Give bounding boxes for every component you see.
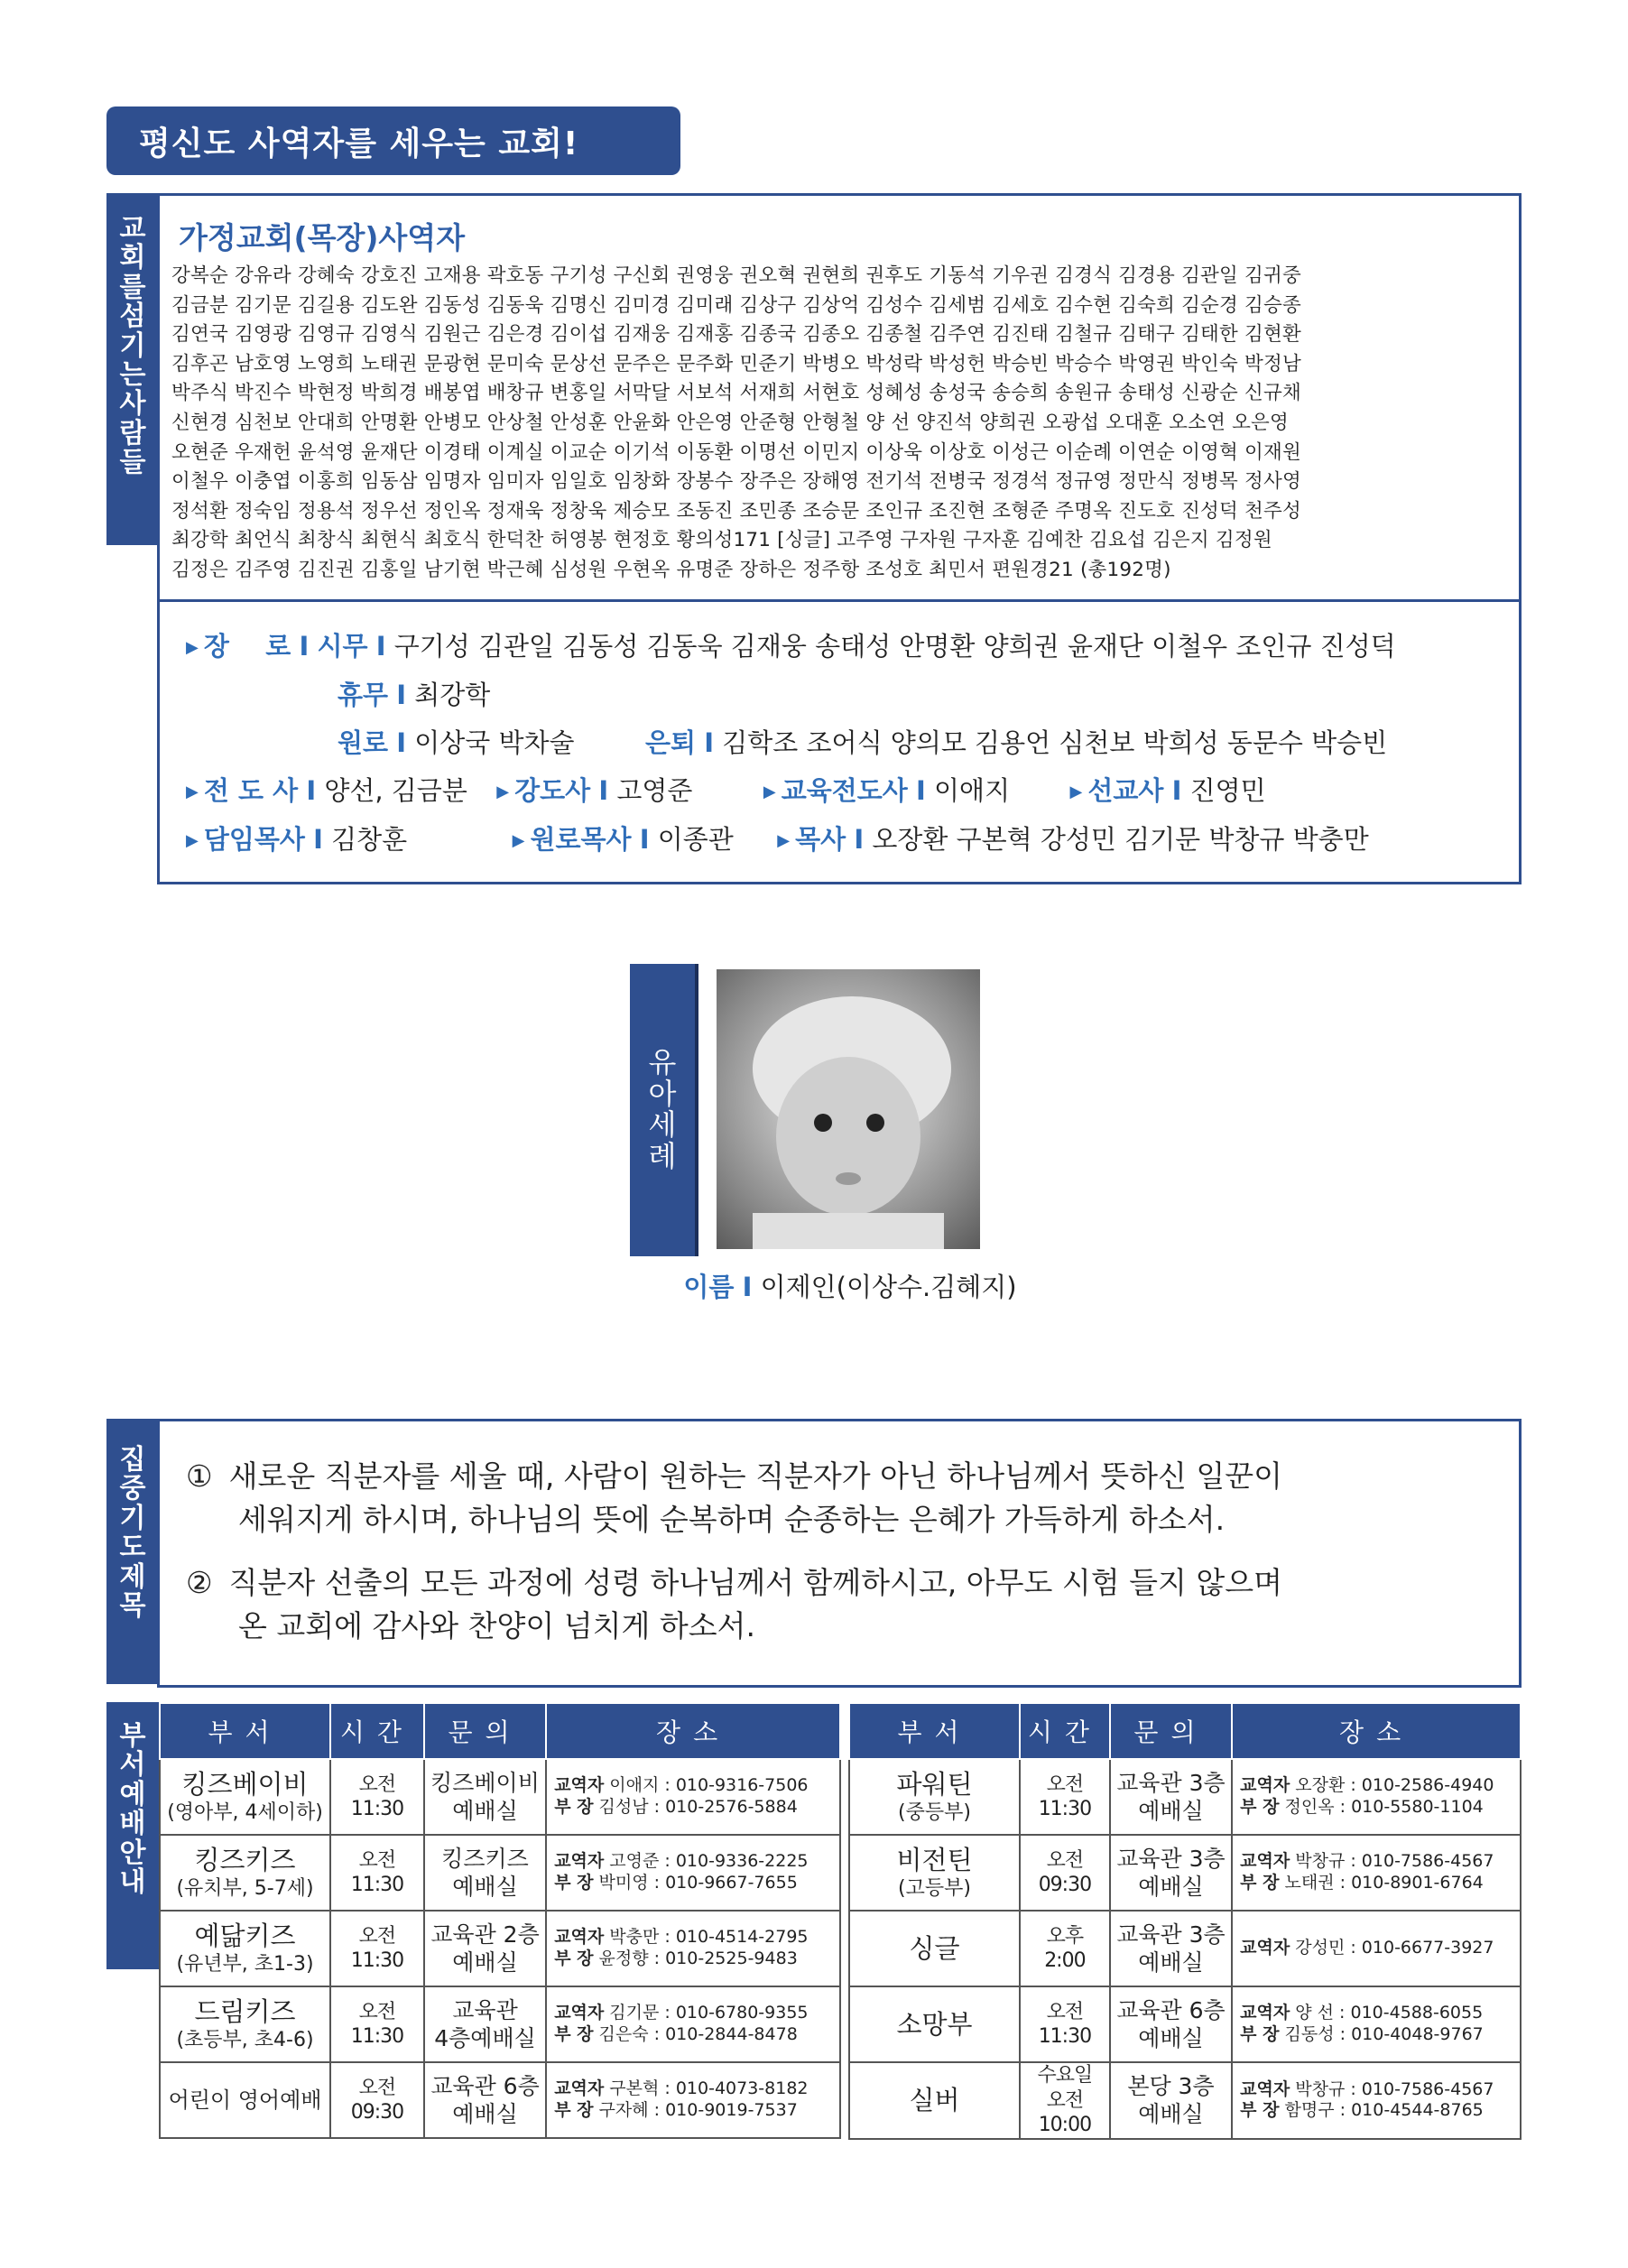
senior-pastor-label: 담임목사 [203, 824, 305, 855]
schedule-section-label [106, 1702, 159, 1969]
label-char: 람 [119, 417, 146, 449]
contact-line [1240, 2003, 1517, 2024]
contact-role: 부 장 [554, 2024, 594, 2044]
contact-line [1240, 2079, 1517, 2101]
serving-label: 시무 [317, 631, 368, 662]
page-banner: 평신도 사역자를 세우는 교회! [106, 106, 680, 175]
contact-info: 김성남 : 010-2576-5884 [593, 1797, 798, 1817]
contact-line [554, 1797, 837, 1819]
dept-name: 킹즈베이비 [181, 1769, 309, 1801]
prayer-line: 세워지게 하시며, 하나님의 뜻에 순복하며 순종하는 은혜가 가득하게 하소서. [238, 1502, 1226, 1537]
name-line: 최강학 최언식 최창식 최현식 최호식 한덕찬 허영봉 현정호 황의성171 [싱글] 고주영 구자원 구자훈 김예찬 김요섭 김은지 김정원 [171, 529, 1272, 552]
baptism-section-label [630, 964, 698, 1256]
pastor-label: 목사 [795, 824, 846, 855]
place-line: 교육관 2층 [430, 1921, 540, 1948]
time-cell [1020, 1911, 1110, 1986]
place-line: 교육관 6층 [430, 2072, 540, 2099]
column-header: 문의 [1110, 1703, 1232, 1759]
time-text: 오전 11:30 [350, 1773, 404, 1820]
sep: I [1171, 775, 1182, 806]
time-text: 오전 11:30 [1038, 2000, 1092, 2048]
table-row [160, 1759, 840, 1835]
column-header: 부서 [160, 1703, 330, 1759]
contact-role: 부 장 [1240, 2024, 1280, 2044]
place-line: 교육관 [452, 1996, 518, 2023]
time-cell [330, 1835, 424, 1911]
baptism-name-label: 이름 [683, 1272, 735, 1302]
missionary-label: 선교사 [1087, 775, 1164, 806]
time-cell [1020, 1986, 1110, 2062]
baptism-name [670, 1267, 1031, 1304]
column-header: 시간 [330, 1703, 424, 1759]
contact-line [554, 1851, 837, 1873]
contact-line [554, 1775, 837, 1797]
lecturer-label: 강도사 [514, 775, 591, 806]
triangle-bullet-icon: ▶ [777, 831, 791, 850]
label-char: 섬 [119, 301, 146, 333]
contact-info: 정인옥 : 010-5580-1104 [1279, 1797, 1484, 1817]
triangle-bullet-icon: ▶ [186, 831, 199, 850]
contact-info: 김동성 : 010-4048-9767 [1279, 2024, 1484, 2044]
place-line: 예배실 [1138, 1798, 1204, 1824]
contact-cell [1232, 2062, 1521, 2139]
contact-line [1240, 1851, 1517, 1873]
dept-name: 소망부 [896, 2008, 973, 2040]
place-cell [424, 2062, 546, 2138]
contact-line [1240, 2100, 1517, 2122]
pastor-row [186, 816, 1512, 865]
triangle-bullet-icon: ▶ [496, 782, 510, 801]
table-row [849, 1911, 1521, 1986]
place-cell [1110, 1759, 1232, 1835]
dept-sub: (초등부, 초4-6) [176, 2029, 314, 2052]
prayer-list [186, 1455, 1503, 1648]
table-row [160, 1835, 840, 1911]
dept-sub: (유년부, 초1-3) [176, 1953, 314, 1976]
dept-name: 실버 [909, 2085, 960, 2116]
prayer-item [186, 1561, 1503, 1648]
place-line: 킹즈베이비 [430, 1769, 540, 1796]
label-char: 중 [119, 1473, 146, 1505]
sep: I [639, 824, 650, 855]
contact-role: 부 장 [1240, 2100, 1280, 2121]
serving-elders: 구기성 김관일 김동성 김동욱 김재웅 송태성 안명환 양희권 윤재단 이철우 조인규 진성덕 [393, 631, 1396, 662]
contact-cell [546, 1986, 840, 2062]
dept-cell [160, 1911, 330, 1986]
column-header: 문의 [424, 1703, 546, 1759]
label-char: 례 [648, 1138, 677, 1173]
place-cell [1110, 1986, 1232, 2062]
contact-info: 박창규 : 010-7586-4567 [1290, 1851, 1494, 1872]
name-line: 강복순 강유라 강혜숙 강호진 고재용 곽호동 구기성 구신회 권영웅 권오혁 권현희 권후도 기동석 기우권 김경식 김경용 김관일 김귀중 [171, 264, 1301, 287]
dept-cell [160, 2062, 330, 2138]
label-char: 유 [648, 1045, 677, 1079]
small-group-title: 가정교회(목장)사역자 [179, 220, 466, 255]
contact-role: 교역자 [554, 2003, 605, 2023]
place-line: 예배실 [1138, 2101, 1204, 2128]
place-line: 예배실 [1138, 1949, 1204, 1976]
name-line: 김금분 김기문 김길용 김도완 김동성 김동욱 김명신 김미경 김미래 김상구 김상억 김성수 김세범 김세호 김수현 김숙희 김순경 김승종 [171, 293, 1301, 317]
contact-cell [546, 2062, 840, 2138]
contact-line [554, 1949, 837, 1970]
contact-role: 교역자 [1240, 1775, 1290, 1796]
prayer-item [186, 1455, 1503, 1541]
contact-role: 부 장 [554, 2100, 594, 2120]
time-text: 오전 11:30 [1038, 1773, 1092, 1820]
contact-cell [546, 1911, 840, 1986]
small-group-names [171, 262, 1512, 586]
place-line: 교육관 3층 [1116, 1921, 1226, 1948]
retired-elders: 김학조 조어식 양의모 김용언 심천보 박희성 동문수 박승빈 [722, 727, 1388, 758]
contact-role: 교역자 [1240, 1851, 1290, 1872]
place-line: 교육관 3층 [1116, 1845, 1226, 1872]
dept-cell [849, 1911, 1020, 1986]
column-header: 장소 [546, 1703, 840, 1759]
sep: I [916, 775, 926, 806]
baby-photo [717, 969, 980, 1249]
place-line: 4층예배실 [434, 2025, 536, 2051]
time-cell [330, 1759, 424, 1835]
time-text: 오전 09:30 [350, 2076, 404, 2124]
dept-cell [849, 1835, 1020, 1911]
rest-label: 휴무 [338, 680, 389, 710]
time-text: 수요일 [1037, 2064, 1093, 2087]
baptism-name-value: 이제인(이상수.김혜지) [760, 1272, 1017, 1302]
time-text: 오전 11:30 [350, 2000, 404, 2048]
name-line: 정석환 정숙임 정용석 정우선 정인옥 정재욱 정창욱 제승모 조동진 조민종 조승문 조인규 조진현 조형준 주명옥 진도호 진성덕 천주성 [171, 499, 1301, 523]
contact-line [554, 1927, 837, 1949]
prayer-number: ② [186, 1565, 213, 1600]
missionary: 진영민 [1189, 775, 1266, 806]
contact-line [554, 1873, 837, 1894]
time-cell [1020, 1835, 1110, 1911]
label-char: 교 [119, 213, 146, 245]
contact-info: 노태권 : 010-8901-6764 [1279, 1873, 1484, 1893]
table-row [849, 1986, 1521, 2062]
sep: I [396, 680, 407, 710]
time-cell [1020, 2062, 1110, 2139]
place-cell [1110, 1911, 1232, 1986]
contact-line [1240, 2024, 1517, 2046]
edu-label: 교육전도사 [781, 775, 908, 806]
prayer-line [186, 1561, 1503, 1605]
label-char: 들 [119, 447, 146, 479]
name-line: 김정은 김주영 김진권 김홍일 남기현 박근혜 심성원 우현옥 유명준 장하은 정주항 조성호 최민서 편원경21 (총192명) [171, 558, 1171, 581]
label-char: 를 [119, 271, 146, 303]
label-char: 아 [648, 1076, 677, 1111]
table-row [849, 1759, 1521, 1835]
dept-cell [160, 1986, 330, 2062]
label-char: 도 [119, 1532, 146, 1564]
contact-info: 강성민 : 010-6677-3927 [1290, 1938, 1494, 1958]
prayer-text: 새로운 직분자를 세울 때, 사람이 원하는 직분자가 아닌 하나님께서 뜻하신 일꾼이 [228, 1458, 1282, 1494]
contact-cell [1232, 1835, 1521, 1911]
dept-sub: (중등부) [898, 1801, 971, 1825]
table-row [849, 2062, 1521, 2139]
contact-role: 교역자 [1240, 1938, 1290, 1958]
time-text: 오전 09:30 [1038, 1848, 1092, 1896]
contact-line [554, 2024, 837, 2046]
triangle-bullet-icon: ▶ [1069, 782, 1083, 801]
contact-role: 부 장 [554, 1873, 594, 1893]
place-line: 예배실 [452, 1798, 518, 1824]
sep: I [854, 824, 865, 855]
elder-label: 장 로 [203, 631, 291, 662]
prayer-text: 직분자 선출의 모든 과정에 성령 하나님께서 함께하시고, 아무도 시험 들지 않으며 [228, 1565, 1282, 1600]
evangelist-row [186, 767, 1512, 816]
contact-info: 김기문 : 010-6780-9355 [604, 2003, 809, 2023]
contact-role: 교역자 [554, 2078, 605, 2099]
label-char: 부 [119, 1720, 146, 1752]
place-line: 킹즈키즈 [441, 1845, 529, 1872]
prayer-line [186, 1455, 1503, 1498]
label-char: 목 [119, 1589, 146, 1622]
contact-line [554, 2078, 837, 2100]
serving-section-label [106, 193, 159, 545]
place-line: 교육관 6층 [1116, 1996, 1226, 2023]
contact-line [1240, 1873, 1517, 1894]
contact-line [1240, 1775, 1517, 1797]
sep: I [313, 824, 323, 855]
name-line: 김연국 김영광 김영규 김영식 김원근 김은경 김이섭 김재웅 김재홍 김종국 김종오 김종철 김주연 김진태 김철규 김태구 김태한 김현환 [171, 323, 1301, 347]
contact-info: 함명구 : 010-4544-8765 [1279, 2100, 1484, 2121]
contact-cell [546, 1759, 840, 1835]
column-header: 장소 [1232, 1703, 1521, 1759]
dept-cell [849, 1986, 1020, 2062]
label-char: 는 [119, 358, 146, 391]
contact-role: 부 장 [554, 1949, 594, 1968]
serving-divider [159, 599, 1520, 602]
label-char: 서 [119, 1749, 146, 1782]
contact-line [1240, 1938, 1517, 1959]
label-char: 배 [119, 1808, 146, 1840]
dept-name: 드림키즈 [194, 1996, 296, 2028]
dept-name: 싱글 [909, 1932, 960, 1964]
rest-elders: 최강학 [414, 680, 491, 710]
sep: I [375, 631, 386, 662]
label-char: 회 [119, 242, 146, 274]
contact-info: 박충만 : 010-4514-2795 [604, 1927, 809, 1948]
label-char: 기 [119, 329, 146, 362]
place-line: 예배실 [1138, 1874, 1204, 1900]
schedule-table-right [848, 1702, 1522, 2140]
elder-row [186, 623, 1512, 671]
name-line: 신현경 심천보 안대희 안명환 안병모 안상철 안성훈 안윤화 안은영 안준형 안형철 양 선 양진석 양희권 오광섭 오대훈 오소연 오은영 [171, 411, 1289, 434]
label-char: 세 [648, 1107, 677, 1143]
sep: I [306, 775, 317, 806]
triangle-bullet-icon: ▶ [763, 782, 776, 801]
sep: I [598, 775, 609, 806]
prayer-section-label [106, 1419, 159, 1684]
senior-pastor: 김창훈 [331, 824, 408, 855]
contact-role: 부 장 [554, 1797, 594, 1817]
sep: I [299, 631, 310, 662]
emeritus-label: 원로 [338, 727, 389, 758]
prayer-line: 온 교회에 감사와 찬양이 넘치게 하소서. [238, 1608, 755, 1643]
label-char: 안 [119, 1837, 146, 1869]
place-cell [1110, 2062, 1232, 2139]
column-header: 시간 [1020, 1703, 1110, 1759]
triangle-bullet-icon: ▶ [512, 831, 525, 850]
sep: I [396, 727, 407, 758]
dept-cell [160, 1759, 330, 1835]
contact-cell [546, 1835, 840, 1911]
lecturer: 고영준 [616, 775, 693, 806]
dept-name: 비전틴 [896, 1845, 973, 1876]
place-cell [1110, 1835, 1232, 1911]
contact-role: 교역자 [554, 1775, 605, 1796]
table-row [849, 1835, 1521, 1911]
baby-photo-illustration [717, 969, 980, 1249]
place-cell [424, 1835, 546, 1911]
schedule-table-left [159, 1702, 841, 2139]
emeritus-row [186, 719, 1512, 767]
place-line: 본당 3층 [1127, 2073, 1215, 2099]
contact-line [1240, 1797, 1517, 1819]
contact-info: 박미영 : 010-9667-7655 [593, 1873, 798, 1893]
contact-cell [1232, 1759, 1521, 1835]
contact-info: 양 선 : 010-4588-6055 [1290, 2003, 1484, 2023]
dept-cell [849, 1759, 1020, 1835]
edu-evangelist: 이애지 [934, 775, 1011, 806]
contact-info: 고영준 : 010-9336-2225 [604, 1851, 809, 1872]
time-cell [330, 1986, 424, 2062]
table-row [160, 1911, 840, 1986]
contact-info: 박창규 : 010-7586-4567 [1290, 2078, 1494, 2099]
table-row [160, 1986, 840, 2062]
evangelists: 양선, 김금분 [324, 775, 467, 806]
triangle-bullet-icon: ▶ [186, 782, 199, 801]
table-row [160, 2062, 840, 2138]
label-char: 예 [119, 1778, 146, 1810]
place-line: 예배실 [452, 1874, 518, 1900]
contact-cell [1232, 1911, 1521, 1986]
contact-info: 김은숙 : 010-2844-8478 [593, 2024, 798, 2044]
name-line: 박주식 박진수 박현정 박희경 배봉엽 배창규 변홍일 서막달 서보석 서재희 서현호 성혜성 송성국 송승희 송원규 송태성 신광순 신규채 [171, 382, 1301, 405]
dept-name: 킹즈키즈 [194, 1845, 296, 1876]
contact-cell [1232, 1986, 1521, 2062]
column-header: 부서 [849, 1703, 1020, 1759]
name-line: 김후곤 남호영 노영희 노태권 문광현 문미숙 문상선 문주은 문주화 민준기 박병오 박성락 박성헌 박승빈 박승수 박영권 박인숙 박정남 [171, 352, 1301, 375]
name-line: 이철우 이충엽 이홍희 임동삼 임명자 임미자 임일호 임창화 장봉수 장주은 장해영 전기석 전병국 정경석 정규영 정만식 정병목 정사영 [171, 470, 1301, 494]
retired-label: 은퇴 [645, 727, 697, 758]
contact-role: 교역자 [554, 1851, 605, 1872]
label-char: 제 [119, 1560, 146, 1593]
label-char: 사 [119, 388, 146, 421]
time-text: 오전 10:00 [1038, 2088, 1092, 2136]
dept-sub: (영아부, 4세이하) [167, 1801, 323, 1825]
sep: I [704, 727, 715, 758]
label-char: 내 [119, 1865, 146, 1898]
contact-role: 부 장 [1240, 1873, 1280, 1893]
label-char: 집 [119, 1444, 146, 1476]
name-line: 오현준 우재헌 윤석영 윤재단 이경태 이계실 이교순 이기석 이동환 이명선 이민지 이상욱 이상호 이성근 이순례 이연순 이영혁 이재원 [171, 440, 1301, 464]
place-line: 예배실 [452, 2101, 518, 2127]
dept-cell [849, 2062, 1020, 2139]
place-cell [424, 1986, 546, 2062]
dept-cell [160, 1835, 330, 1911]
emeritus-elders: 이상국 박차술 [414, 727, 575, 758]
emeritus-pastor-label: 원로목사 [530, 824, 632, 855]
contact-line [554, 2003, 837, 2024]
contact-info: 오장환 : 010-2586-4940 [1290, 1775, 1494, 1796]
contact-info: 이애지 : 010-9316-7506 [604, 1775, 809, 1796]
time-text: 오전 11:30 [350, 1848, 404, 1896]
contact-role: 교역자 [1240, 2003, 1290, 2023]
dept-sub: (고등부) [898, 1877, 971, 1901]
place-line: 예배실 [1138, 2025, 1204, 2051]
rest-row [186, 671, 1512, 719]
dept-name: 파워틴 [896, 1769, 973, 1801]
prayer-number: ① [186, 1458, 213, 1494]
evangelist-label: 전 도 사 [203, 775, 299, 806]
officers-list [186, 623, 1512, 865]
place-line: 교육관 3층 [1116, 1769, 1226, 1796]
contact-role: 교역자 [554, 1927, 605, 1948]
contact-info: 구본혁 : 010-4073-8182 [604, 2078, 809, 2099]
triangle-bullet-icon: ▶ [186, 638, 199, 657]
contact-info: 구자혜 : 010-9019-7537 [593, 2100, 798, 2120]
dept-name: 어린이 영어예배 [168, 2087, 322, 2113]
time-cell [330, 2062, 424, 2138]
label-char: 기 [119, 1502, 146, 1534]
dept-sub: (유치부, 5-7세) [176, 1877, 314, 1901]
place-cell [424, 1759, 546, 1835]
place-cell [424, 1911, 546, 1986]
contact-line [554, 2100, 837, 2122]
place-line: 예배실 [452, 1949, 518, 1976]
sep: I [742, 1272, 753, 1302]
pastors: 오장환 구본혁 강성민 김기문 박창규 박충만 [872, 824, 1369, 855]
time-cell [1020, 1759, 1110, 1835]
contact-info: 윤정향 : 010-2525-9483 [593, 1949, 798, 1968]
time-text: 오전 11:30 [350, 1924, 404, 1972]
emeritus-pastor: 이종관 [657, 824, 734, 855]
time-cell [330, 1911, 424, 1986]
dept-name: 예닮키즈 [194, 1921, 296, 1952]
time-text: 오후 2:00 [1044, 1924, 1086, 1972]
contact-role: 부 장 [1240, 1797, 1280, 1817]
contact-role: 교역자 [1240, 2078, 1290, 2099]
